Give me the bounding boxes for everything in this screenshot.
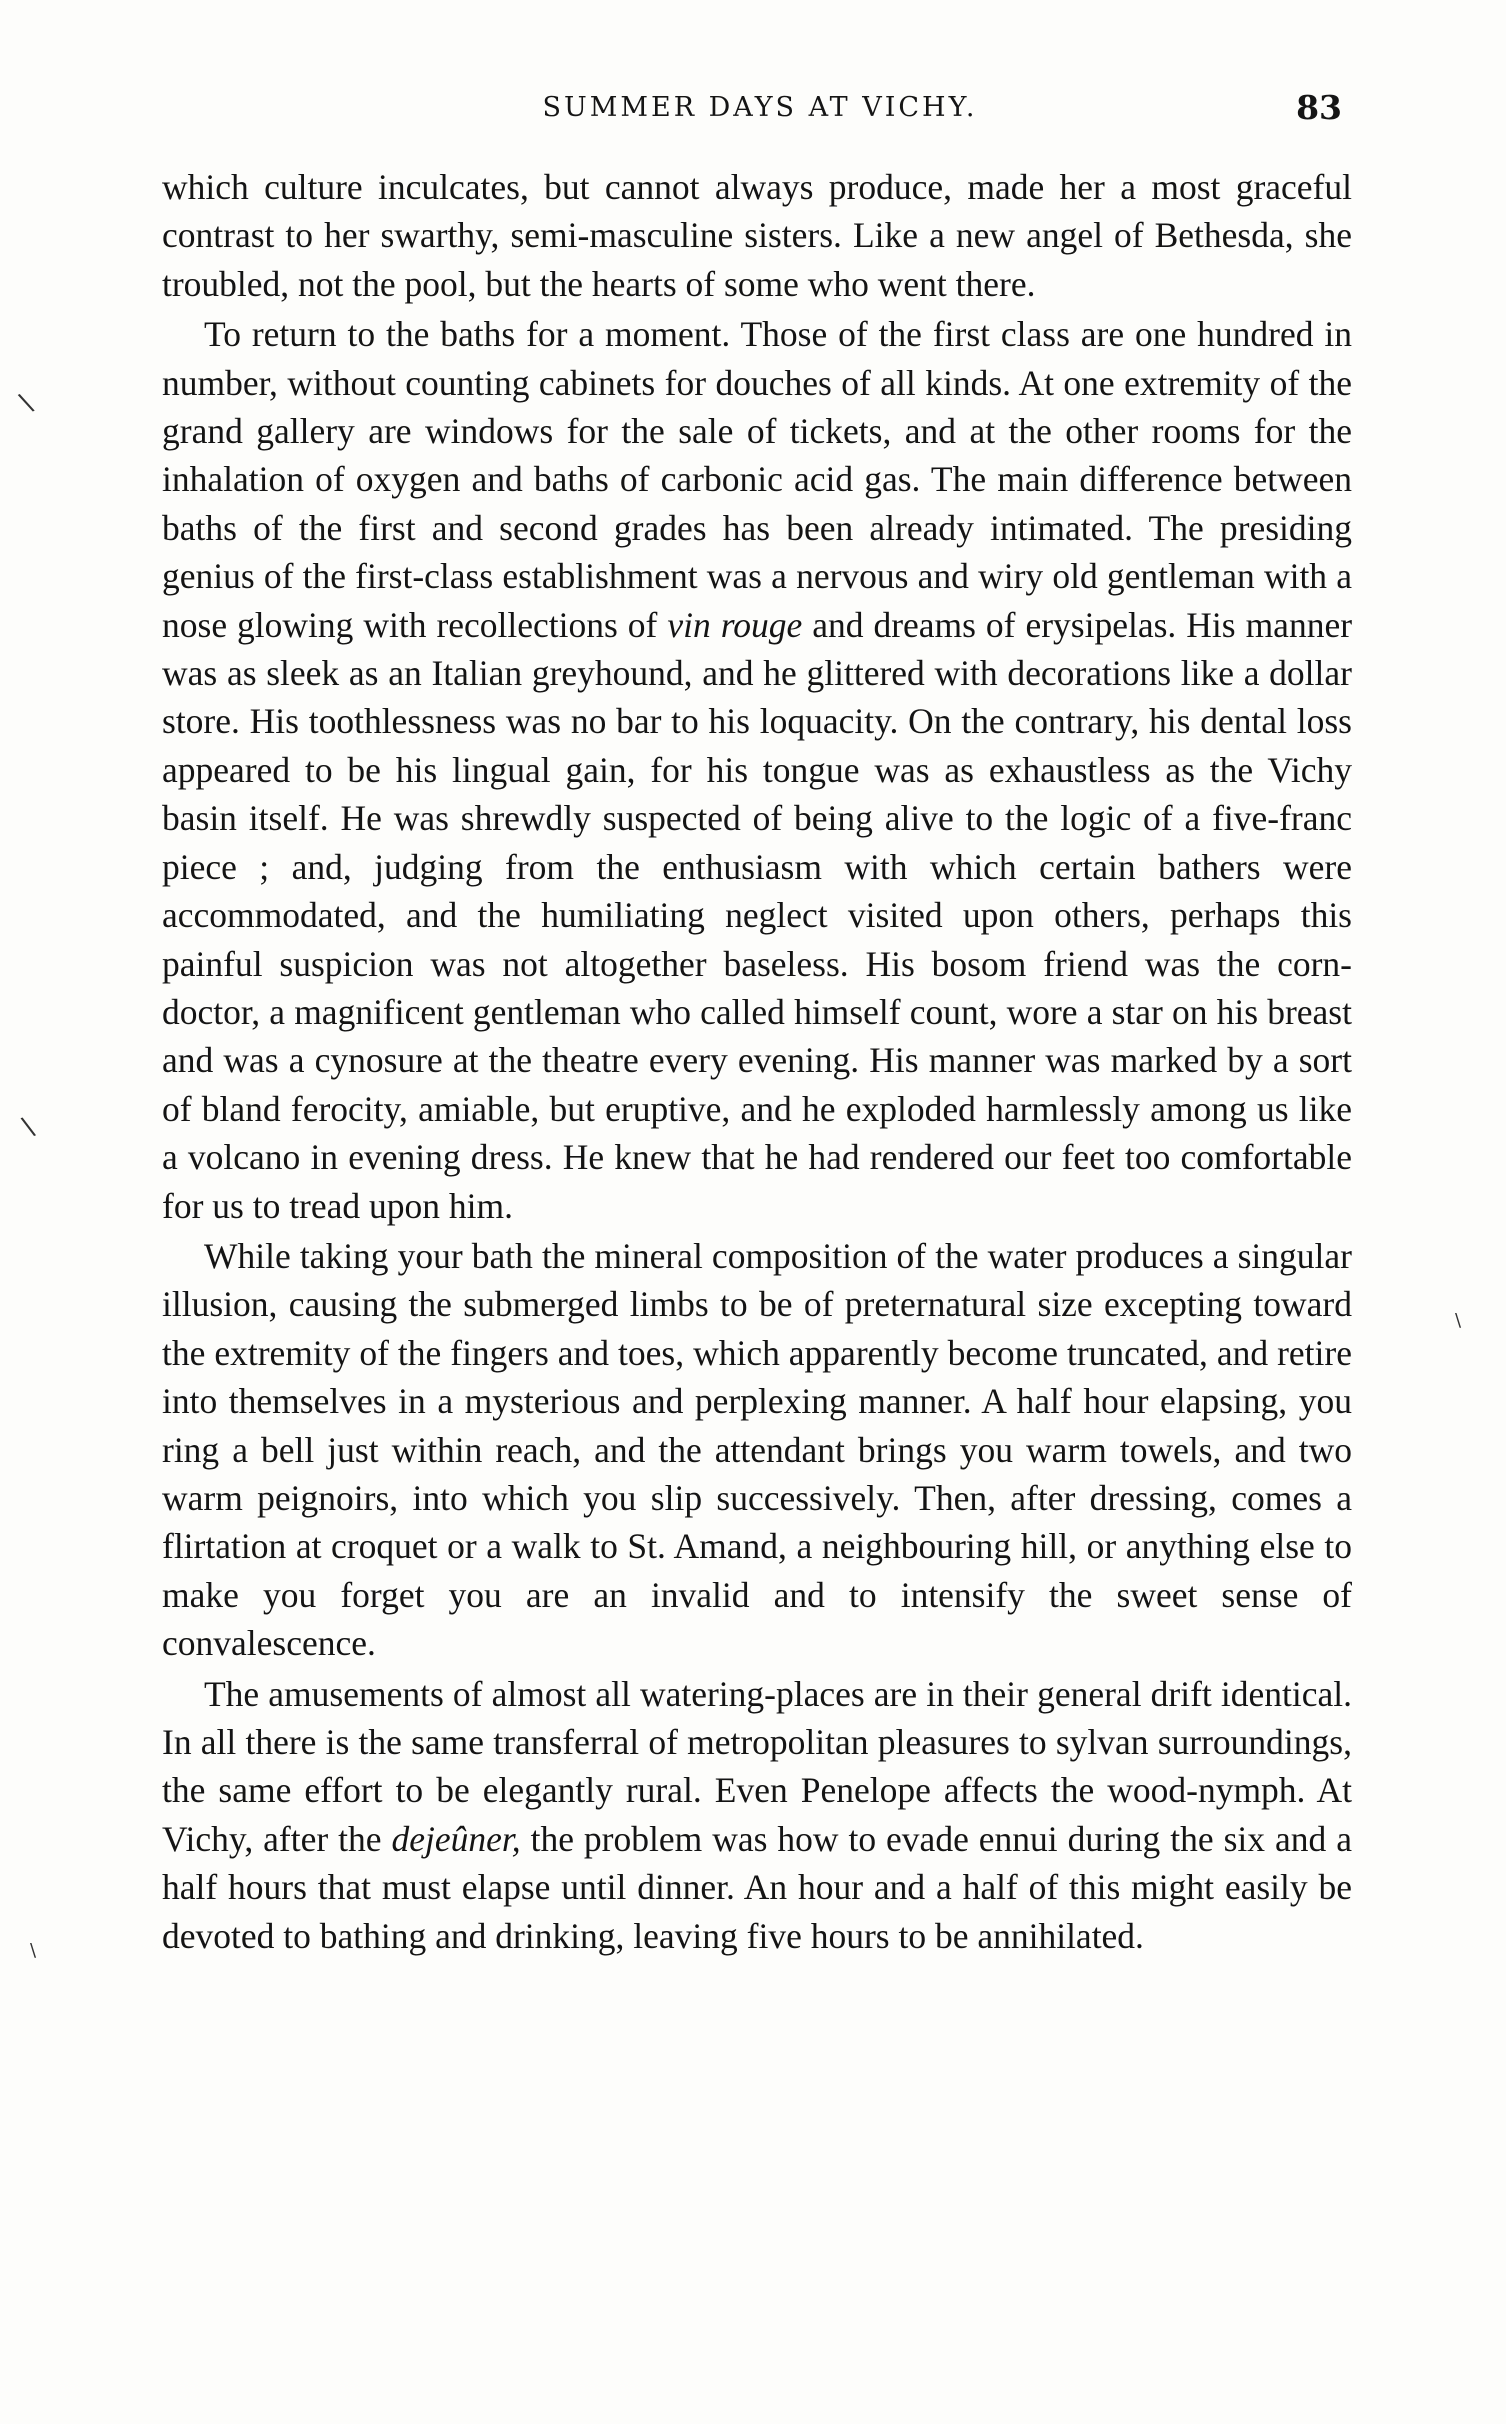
paragraph-baths [162,310,1352,1230]
paragraph-text-after: and dreams of erysipelas. His manner was as sleek as an Italian greyhound, and he glittered with decorations like a dollar store. His toothlessness was no bar to his loquacity. On the contrary, his dental loss appeared to be his lingual gain, for his tongue was as exhaustless as the Vichy basin itself. He was shrewdly suspected of being alive to the logic of a five-franc piece ; and, judging from the enthusiasm with which certain bathers were accommodated, and the humiliating neglect visited upon others, perhaps this painful suspicion was not altogether baseless. His bosom friend was the corn-doctor, a magnificent gentleman who called himself count, wore a star on his breast and was a cynosure at the theatre every evening. His manner was marked by a sort of bland ferocity, amiable, but eruptive, and he exploded harmlessly among us like a volcano in evening dress. He knew that he had rendered our feet too comfortable for us to tread upon him. [162,604,1353,1226]
paragraph-text: The amusements of almost all watering-places are in their general drift identical. In all there is the same transferral of metropolitan pleasures to sylvan surroundings, the same effort to be elegantly rural. Even Penelope affects the wood-nymph. At Vichy, after the [162,1673,1352,1859]
italic-phrase: vin rouge [667,604,803,645]
margin-mark: \ [19,1111,38,1143]
running-title: SUMMER DAYS AT VICHY. [542,92,978,123]
paragraph-text: While taking your bath the mineral composition of the water produces a singular illusion, causing the submerged limbs to be of preternatural size excepting toward the extremity of the fingers and toes, which apparently become truncated, and retire into themselves in a mysterious and perplexing manner. A half hour elapsing, you ring a bell just within reach, and the attendant brings you warm towels, and two warm peignoirs, into which you slip successively. Then, after dressing, comes a flirtation at croquet or a walk to St. Amand, a neighbouring hill, or anything else to make you forget you are an invalid and to intensify the sweet sense of convalescence. [162,1235,1352,1664]
paragraph-text-after: the problem was how to evade ennui during the six and a half hours that must elapse until dinner. An hour and a half of this might easily be devoted to bathing and drinking, leaving five hours to be annihilated. [162,1818,1352,1956]
paragraph-amusements [162,1670,1352,1960]
running-head [162,88,1358,128]
paragraph-text: which culture inculcates, but cannot always produce, made her a most graceful contrast to her swarthy, semi-masculine sisters. Like a new angel of Bethesda, she troubled, not the pool, but the hearts of some who went there. [162,167,1352,304]
page-number: 83 [1296,88,1342,127]
paragraph-text: To return to the baths for a moment. Those of the first class are one hundred in number, without counting cabinets for douches of all kinds. At one extremity of the grand gallery are windows for the sale of tickets, and at the other rooms for the inhalation of oxygen and baths of carbonic acid gas. The main difference between baths of the first and second grades has been already intimated. The presiding genius of the first-class establishment was a nervous and wiry old gentleman with a nose glowing with recollections of [162,314,1352,645]
margin-mark: \ [16,387,37,419]
margin-mark: \ [1455,1310,1462,1331]
paragraph-continued [162,163,1352,308]
body-text [162,163,1352,1960]
margin-mark: \ [30,1940,37,1961]
paragraph-bath-illusion [162,1232,1352,1668]
italic-phrase: dejeûner, [391,1818,521,1859]
